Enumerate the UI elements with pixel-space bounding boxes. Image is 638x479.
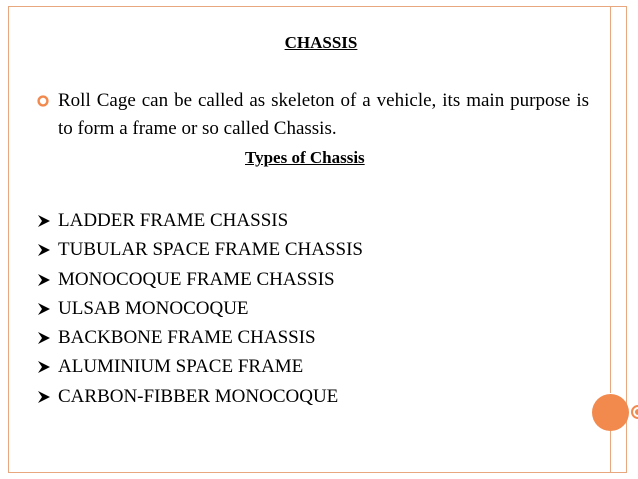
arrow-bullet-icon bbox=[37, 302, 51, 316]
arrow-bullet-icon bbox=[37, 273, 51, 287]
arrow-bullet-icon bbox=[37, 243, 51, 257]
list-item bbox=[37, 323, 363, 352]
arrow-bullet-icon bbox=[37, 390, 51, 404]
ring-bullet-icon bbox=[37, 95, 49, 107]
list-item-label: ALUMINIUM SPACE FRAME bbox=[58, 356, 304, 378]
list-item-label: MONOCOQUE FRAME CHASSIS bbox=[58, 268, 335, 290]
arrow-bullet-icon bbox=[37, 214, 51, 228]
list-item-label: TUBULAR SPACE FRAME CHASSIS bbox=[58, 239, 363, 261]
decorative-orange-circle bbox=[592, 394, 629, 431]
list-item bbox=[37, 382, 363, 411]
arrow-bullet-icon bbox=[37, 331, 51, 345]
list-item bbox=[37, 294, 363, 323]
slide-title bbox=[0, 33, 638, 53]
slide-title-text: CHASSIS bbox=[284, 33, 358, 52]
decorative-vertical-line-bottom bbox=[610, 431, 611, 473]
list-item-label: LADDER FRAME CHASSIS bbox=[58, 210, 289, 231]
list-item bbox=[37, 206, 363, 235]
list-item bbox=[37, 352, 363, 381]
list-item-label: CARBON-FIBBER MONOCOQUE bbox=[58, 385, 339, 407]
list-item-label: ULSAB MONOCOQUE bbox=[58, 297, 249, 319]
chassis-types-list bbox=[37, 206, 363, 411]
section-subtitle: Types of Chassis bbox=[245, 148, 365, 167]
intro-paragraph: Roll Cage can be called as skeleton of a vehicle, its main purpose is to form a frame or so called Chassis. bbox=[58, 90, 589, 139]
arrow-bullet-icon bbox=[37, 360, 51, 374]
list-item bbox=[37, 265, 363, 294]
list-item-label: BACKBONE FRAME CHASSIS bbox=[58, 327, 316, 349]
list-item bbox=[37, 235, 363, 264]
decorative-vertical-line bbox=[610, 6, 611, 393]
